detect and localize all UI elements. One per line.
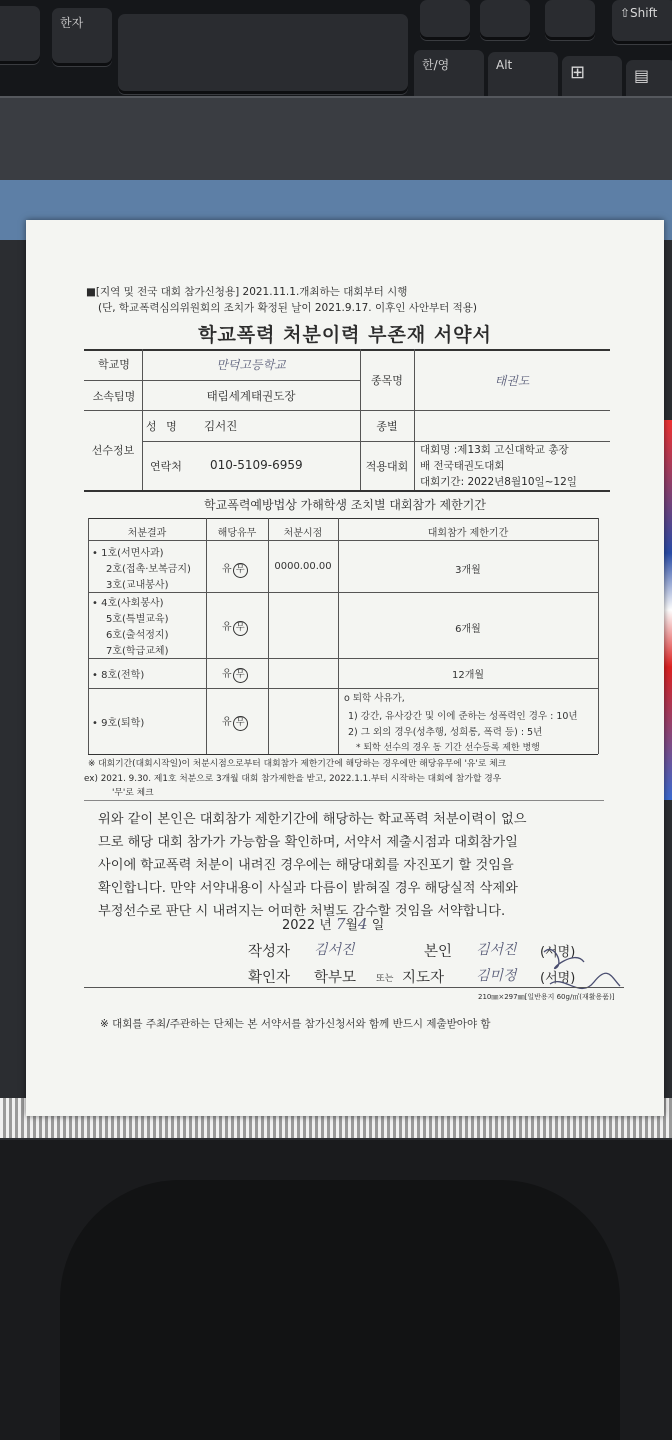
date-day-unit: 일 <box>371 918 385 933</box>
note-line-2: ex) 2021. 9.30. 제1호 처분으로 3개월 대회 참가제한을 받고, 2022.1.1.부터 시작하는 대회에 참가할 경우 <box>84 774 502 784</box>
notice-line-2: (단, 학교폭력심의위원회의 조치가 확정된 날이 2021.9.17. 이후인 사안부터 적용) <box>98 302 478 314</box>
pledge-line-1: 위와 같이 본인은 대회참가 제한기간에 해당하는 학교폭력 처분이력이 없으 <box>98 812 527 827</box>
floor-area <box>0 1140 672 1440</box>
row3-yes-no <box>222 665 248 683</box>
row1-yes-no <box>222 560 248 578</box>
sanction-bottom-border <box>88 754 598 755</box>
key-hanyoung: 한/영 <box>414 50 484 108</box>
row3-no-circled: 무 <box>233 668 248 683</box>
row4-limit-line-1: o 퇴학 사유가, <box>344 693 405 704</box>
coach-label: 지도자 <box>402 970 445 986</box>
sanction-row3-line <box>88 688 598 689</box>
signature-scribble <box>534 938 624 998</box>
self-label: 본인 <box>424 944 453 960</box>
header-limit: 대회참가 제한기간 <box>427 528 509 539</box>
row3-item-1: • 8호(전학) <box>92 670 145 681</box>
event-value: 태권도 <box>494 374 530 388</box>
row1-item-1: • 1호(서면사과) <box>92 548 164 559</box>
row2-limit: 6개월 <box>455 624 481 635</box>
row4-no-circled: 무 <box>233 716 248 731</box>
row1-limit: 3개월 <box>455 565 481 576</box>
row4-limit-line-4: * 퇴학 선수의 경우 동 기간 선수등록 제한 병행 <box>356 743 540 753</box>
event-label: 종목명 <box>371 374 403 387</box>
self-handwritten: 김서진 <box>476 942 517 958</box>
pledge-line-2: 므로 해당 대회 참가가 가능함을 확인하며, 서약서 제출시점과 대회참가일 <box>98 835 518 850</box>
pledge-document <box>26 220 664 1116</box>
row2-item-3: 6호(출석정지) <box>106 630 169 641</box>
pledge-date <box>282 914 384 933</box>
date-month-unit: 월 <box>345 918 359 933</box>
row4-limit-line-2: 1) 강간, 유사강간 및 이에 준하는 성폭력인 경우 : 10년 <box>348 711 578 722</box>
info-bottom-border <box>84 490 610 492</box>
row1-item-2: 2호(접촉·보복금지) <box>106 564 191 575</box>
document-title: 학교폭력 처분이력 부존재 서약서 <box>198 324 492 346</box>
key-left <box>0 6 40 64</box>
row4-yes: 유 <box>222 717 232 728</box>
sign-label-1: (서명) <box>540 945 576 960</box>
section-title: 학교폭력예방법상 가해학생 조치별 대회참가 제한기간 <box>204 498 486 512</box>
writer-label: 작성자 <box>248 944 291 960</box>
info-line-1 <box>84 380 360 381</box>
sanction-vline-2 <box>268 518 269 754</box>
school-value: 만덕고등학교 <box>216 358 286 372</box>
row2-item-4: 7호(학급교체) <box>106 646 169 657</box>
keyboard-frame <box>0 96 672 182</box>
date-day: 4 <box>358 915 368 933</box>
sanction-header-line <box>88 540 598 541</box>
sanction-vline-0 <box>88 518 89 754</box>
info-top-border <box>84 349 610 351</box>
key-shift: ⇧Shift <box>612 0 672 44</box>
footer-notice: ※ 대회를 주최/주관하는 단체는 본 서약서를 참가신청서와 함께 반드시 제출받아야 함 <box>100 1018 491 1030</box>
parent-label: 학부모 <box>314 970 357 986</box>
row4-limit-line-3: 2) 그 외의 경우(성추행, 성희롱, 폭력 등) : 5년 <box>348 727 543 738</box>
competition-line-1: 대회명 :제13회 고신대학교 총장 <box>420 444 569 456</box>
sanction-row2-line <box>88 658 598 659</box>
name-value: 김서진 <box>204 419 238 433</box>
row2-no-circled: 무 <box>233 621 248 636</box>
confirmer-handwritten: 김미정 <box>476 968 517 984</box>
info-line-2 <box>84 410 610 411</box>
key-space <box>118 14 408 94</box>
sanction-row1-line <box>88 592 598 593</box>
key-alt: Alt <box>488 52 558 110</box>
sanction-vline-1 <box>206 518 207 754</box>
header-result: 처분결과 <box>127 528 167 539</box>
pledge-line-3: 사이에 학교폭력 처분이 내려진 경우에는 해당대회를 자진포기 할 것임을 <box>98 858 514 873</box>
key-top-1 <box>420 0 470 40</box>
note-line-1: ※ 대회기간(대회시작일)이 처분시점으로부터 대회참가 제한기간에 해당하는 경우에만 해당유무에 '유'로 체크 <box>88 759 507 769</box>
row2-yes: 유 <box>222 622 232 633</box>
row2-item-1: • 4호(사회봉사) <box>92 598 164 609</box>
row1-no-circled: 무 <box>233 563 248 578</box>
footer-divider <box>84 987 624 988</box>
key-top-3 <box>545 0 595 40</box>
info-vline-3 <box>414 349 415 490</box>
school-label: 학교명 <box>98 358 130 371</box>
header-applicable: 해당유무 <box>217 528 257 539</box>
row4-item-1: • 9호(퇴학) <box>92 718 145 729</box>
header-date: 처분시점 <box>283 528 323 539</box>
name-label: 성 명 <box>146 420 180 433</box>
confirmer-label: 확인자 <box>248 970 291 986</box>
row1-item-3: 3호(교내봉사) <box>106 580 169 591</box>
row4-yes-no <box>222 713 248 731</box>
windows-icon: ⊞ <box>570 62 586 83</box>
row2-item-2: 5호(특별교육) <box>106 614 169 625</box>
pledge-line-5: 부정선수로 판단 시 내려지는 어떠한 처벌도 감수할 것임을 서약합니다. <box>98 904 506 919</box>
pledge-line-4: 확인합니다. 만약 서약내용이 사실과 다름이 밝혀질 경우 해당실적 삭제와 <box>98 881 518 896</box>
sanction-vline-4 <box>598 518 599 754</box>
key-hanja: 한자 <box>52 8 112 66</box>
contact-value: 010-5109-6959 <box>210 458 303 472</box>
player-info-label: 선수정보 <box>91 444 135 457</box>
note-divider <box>84 800 604 801</box>
date-year: 2022 <box>282 918 316 933</box>
gender-label: 종별 <box>376 420 398 433</box>
date-year-unit: 년 <box>319 918 332 933</box>
writer-handwritten: 김서진 <box>314 942 355 958</box>
row2-yes-no <box>222 618 248 636</box>
person-lap <box>60 1180 620 1440</box>
team-value: 태림세계태권도장 <box>206 389 296 403</box>
row3-yes: 유 <box>222 669 232 680</box>
team-label: 소속팀명 <box>92 390 136 403</box>
competition-line-3: 대회기간: 2022년8월10일~12일 <box>420 476 577 488</box>
or-label: 또는 <box>376 974 394 984</box>
row1-date: 0000.00.00 <box>274 561 332 572</box>
row3-limit: 12개월 <box>451 670 485 681</box>
contact-label: 연락처 <box>150 460 182 473</box>
sanction-vline-3 <box>338 518 339 754</box>
sign-label-2: (서명) <box>540 971 576 986</box>
date-month: 7 <box>335 915 346 933</box>
note-line-3: '무'로 체크 <box>112 788 154 798</box>
menu-icon: ▤ <box>634 66 650 85</box>
row1-yes: 유 <box>222 564 232 575</box>
key-top-2 <box>480 0 530 40</box>
notice-line-1: ■[지역 및 전국 대회 참가신청용] 2021.11.1.개최하는 대회부터 시행 <box>86 286 408 298</box>
paper-spec: 210㎜×297㎜[일반용지 60g/㎡(재활용품)] <box>478 993 615 1001</box>
sanction-top-border <box>88 518 598 519</box>
competition-label: 적용대회 <box>365 460 409 473</box>
competition-line-2: 배 전국태권도대회 <box>420 460 505 472</box>
